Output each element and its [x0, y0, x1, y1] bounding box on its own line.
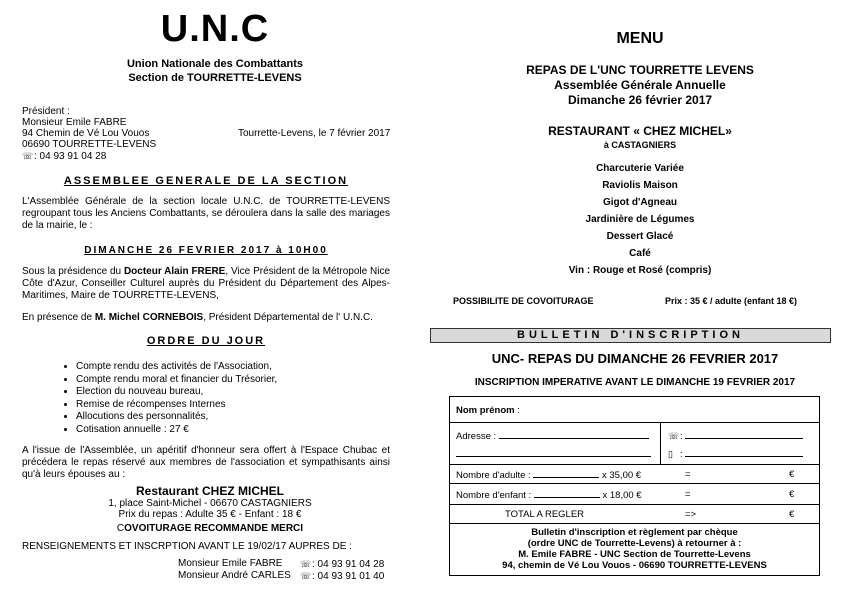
- president-phone: : 04 93 91 04 28: [34, 151, 107, 162]
- form-footer-line-2: (ordre UNC de Tourrette-Levens) à retourner à :: [527, 538, 742, 549]
- agenda-item: • Election du nouveau bureau,: [76, 386, 277, 399]
- date-line: Tourrette-Levens, le 7 février 2017: [238, 128, 391, 139]
- presence-pre: En présence de: [22, 312, 95, 323]
- name-colon: :: [514, 405, 520, 416]
- phone-line[interactable]: [685, 430, 803, 439]
- mobile-colon: :: [680, 449, 683, 460]
- adults-euro: €: [789, 469, 795, 480]
- form-footer-line-3: M. Emile FABRE - UNC Section de Tourrette-Levens: [518, 549, 751, 560]
- menu-item: Raviolis Maison: [602, 180, 678, 191]
- presence-name: M. Michel CORNEBOIS: [94, 312, 204, 323]
- adults-label: Nombre d'adulte :: [456, 470, 531, 481]
- address-label: Adresse :: [456, 431, 497, 442]
- contact-phone-line: [300, 570, 384, 583]
- contact-phone: : 04 93 91 04 28: [312, 559, 385, 570]
- adults-equals: =: [685, 469, 691, 480]
- menu-item: Café: [629, 248, 651, 259]
- registration-form: [449, 396, 820, 576]
- agenda-item: • Compte rendu moral et financier du Trésorier,: [76, 374, 277, 387]
- bulletin-title-bar: BULLETIN D'INSCRIPTION: [430, 328, 831, 343]
- covoiturage-first: C: [116, 523, 125, 534]
- agenda-list: [62, 361, 277, 436]
- event-line-2: Assemblée Générale Annuelle: [554, 78, 726, 92]
- mobile-phone-icon: ▯: [668, 449, 673, 459]
- mobile-field[interactable]: [668, 448, 803, 460]
- presidence-post: , Vice Président de la Métropole Nice Côte d'Azur, Conseiller Culturel auprès du Président du Département des Alpes-Maritimes, Maire de TOURRETTE-LEVENS,: [22, 266, 391, 301]
- assembly-heading: ASSEMBLEE GENERALE DE LA SECTION: [63, 175, 349, 187]
- contact-name: Monsieur André CARLES: [178, 570, 291, 581]
- renseignements: RENSEIGNEMENTS ET INSCRPTION AVANT LE 19/02/17 AUPRES DE :: [22, 541, 352, 552]
- presidence-pre: Sous la présidence du: [22, 266, 124, 277]
- president-phone-line: [22, 150, 106, 163]
- menu-list: [520, 160, 760, 279]
- form-footer-line-4: 94, chemin de Vé Lou Vouos - 06690 TOURRETTE-LEVENS: [502, 560, 767, 571]
- restaurant-name: Restaurant CHEZ MICHEL: [135, 484, 284, 498]
- name-label: Nom prénom: [456, 405, 515, 416]
- agenda-item: • Allocutions des personnalités,: [76, 411, 277, 424]
- covoiturage-possible: POSSIBILITE DE COVOITURAGE: [453, 296, 594, 306]
- president-address: 94 Chemin de Vé Lou Vouos: [22, 128, 150, 139]
- menu-item: Gigot d'Agneau: [602, 197, 678, 208]
- address-line[interactable]: [456, 448, 651, 457]
- assembly-text: L'Assemblée Générale de la section locale U.N.C. de TOURRETTE-LEVENS regroupant tous les Anciens Combattants, se déroulera dans la salle des mariages de la mairie, le :: [22, 196, 390, 231]
- unc-logo: U.N.C: [160, 8, 270, 50]
- restaurant-address: 1, place Saint-Michel - 06670 CASTAGNIERS: [108, 498, 312, 509]
- presidence-name: Docteur Alain FRERE: [123, 266, 226, 277]
- children-line[interactable]: [534, 489, 600, 498]
- total-label: TOTAL A REGLER: [505, 509, 585, 520]
- total-euro: €: [789, 509, 795, 520]
- agenda-item: • Compte rendu des activités de l'Association,: [76, 361, 277, 374]
- address-line[interactable]: [499, 430, 649, 439]
- aperitif-text: A l'issue de l'Assemblée, un apéritif d'honneur sera offert à l'Espace Chubac et précédera le repas réservé aux membres de l'association et sympathisants ainsi qu'à leurs épouses au :: [22, 445, 390, 480]
- org-section: Section de TOURRETTE-LEVENS: [128, 72, 302, 84]
- contact-name: Monsieur Emile FABRE: [178, 558, 283, 569]
- phone-colon: :: [680, 431, 683, 442]
- restaurant-price: Prix du repas : Adulte 35 € - Enfant : 18 €: [118, 509, 302, 520]
- phone-field[interactable]: [668, 430, 803, 442]
- presence-text: [22, 312, 373, 324]
- phone-icon: ☏: [300, 559, 312, 569]
- contact-phone: : 04 93 91 01 40: [312, 571, 385, 582]
- agenda-item: • Cotisation annuelle : 27 €: [76, 424, 277, 437]
- mobile-line[interactable]: [685, 448, 803, 457]
- president-city: 06690 TOURRETTE-LEVENS: [22, 139, 157, 150]
- menu-price: Prix : 35 € / adulte (enfant 18 €): [665, 296, 798, 306]
- adults-field[interactable]: [456, 469, 641, 481]
- address-field-2[interactable]: [456, 448, 651, 460]
- event-line-1: REPAS DE L'UNC TOURRETTE LEVENS: [526, 63, 754, 77]
- event-line-3: Dimanche 26 février 2017: [567, 93, 713, 107]
- covoiturage-rest: OVOITURAGE RECOMMANDE MERCI: [124, 523, 304, 534]
- agenda-heading: ORDRE DU JOUR: [146, 335, 266, 347]
- children-label: Nombre d'enfant :: [456, 490, 532, 501]
- restaurant-city: à CASTAGNIERS: [603, 140, 677, 150]
- phone-icon: ☏: [22, 151, 34, 161]
- menu-item: Charcuterie Variée: [596, 163, 684, 174]
- adults-price: x 35,00 €: [601, 470, 642, 481]
- president-name: Monsieur Emile FABRE: [22, 117, 127, 128]
- menu-item: Jardinière de Légumes: [585, 214, 695, 225]
- phone-icon: ☏: [668, 431, 680, 441]
- agenda-item: • Remise de récompenses Internes: [76, 399, 277, 412]
- president-label: Président :: [22, 106, 70, 117]
- restaurant-title: RESTAURANT « CHEZ MICHEL»: [548, 124, 732, 138]
- menu-title: MENU: [616, 30, 664, 47]
- menu-item: Dessert Glacé: [606, 231, 674, 242]
- assembly-date: DIMANCHE 26 FEVRIER 2017 à 10H00: [84, 245, 328, 256]
- children-equals: =: [685, 489, 691, 500]
- form-footer-line-1: Bulletin d'inscription et règlement par chèque: [531, 527, 738, 538]
- org-name: Union Nationale des Combattants: [126, 58, 304, 70]
- children-euro: €: [789, 489, 795, 500]
- adults-line[interactable]: [533, 469, 599, 478]
- covoiturage-note: [80, 523, 340, 535]
- children-price: x 18,00 €: [602, 490, 642, 501]
- phone-icon: ☏: [300, 571, 312, 581]
- presidence-text: [22, 266, 390, 302]
- children-field[interactable]: [456, 489, 642, 501]
- presence-post: , Président Départemental de l' U.N.C.: [203, 312, 373, 323]
- bulletin-deadline: INSCRIPTION IMPERATIVE AVANT LE DIMANCHE 19 FEVRIER 2017: [474, 377, 796, 388]
- total-arrow: =>: [685, 509, 697, 520]
- bulletin-event: UNC- REPAS DU DIMANCHE 26 FEVRIER 2017: [491, 351, 779, 366]
- name-field[interactable]: [456, 405, 520, 416]
- menu-item: Vin : Rouge et Rosé (compris): [568, 265, 712, 276]
- address-field[interactable]: [456, 430, 649, 442]
